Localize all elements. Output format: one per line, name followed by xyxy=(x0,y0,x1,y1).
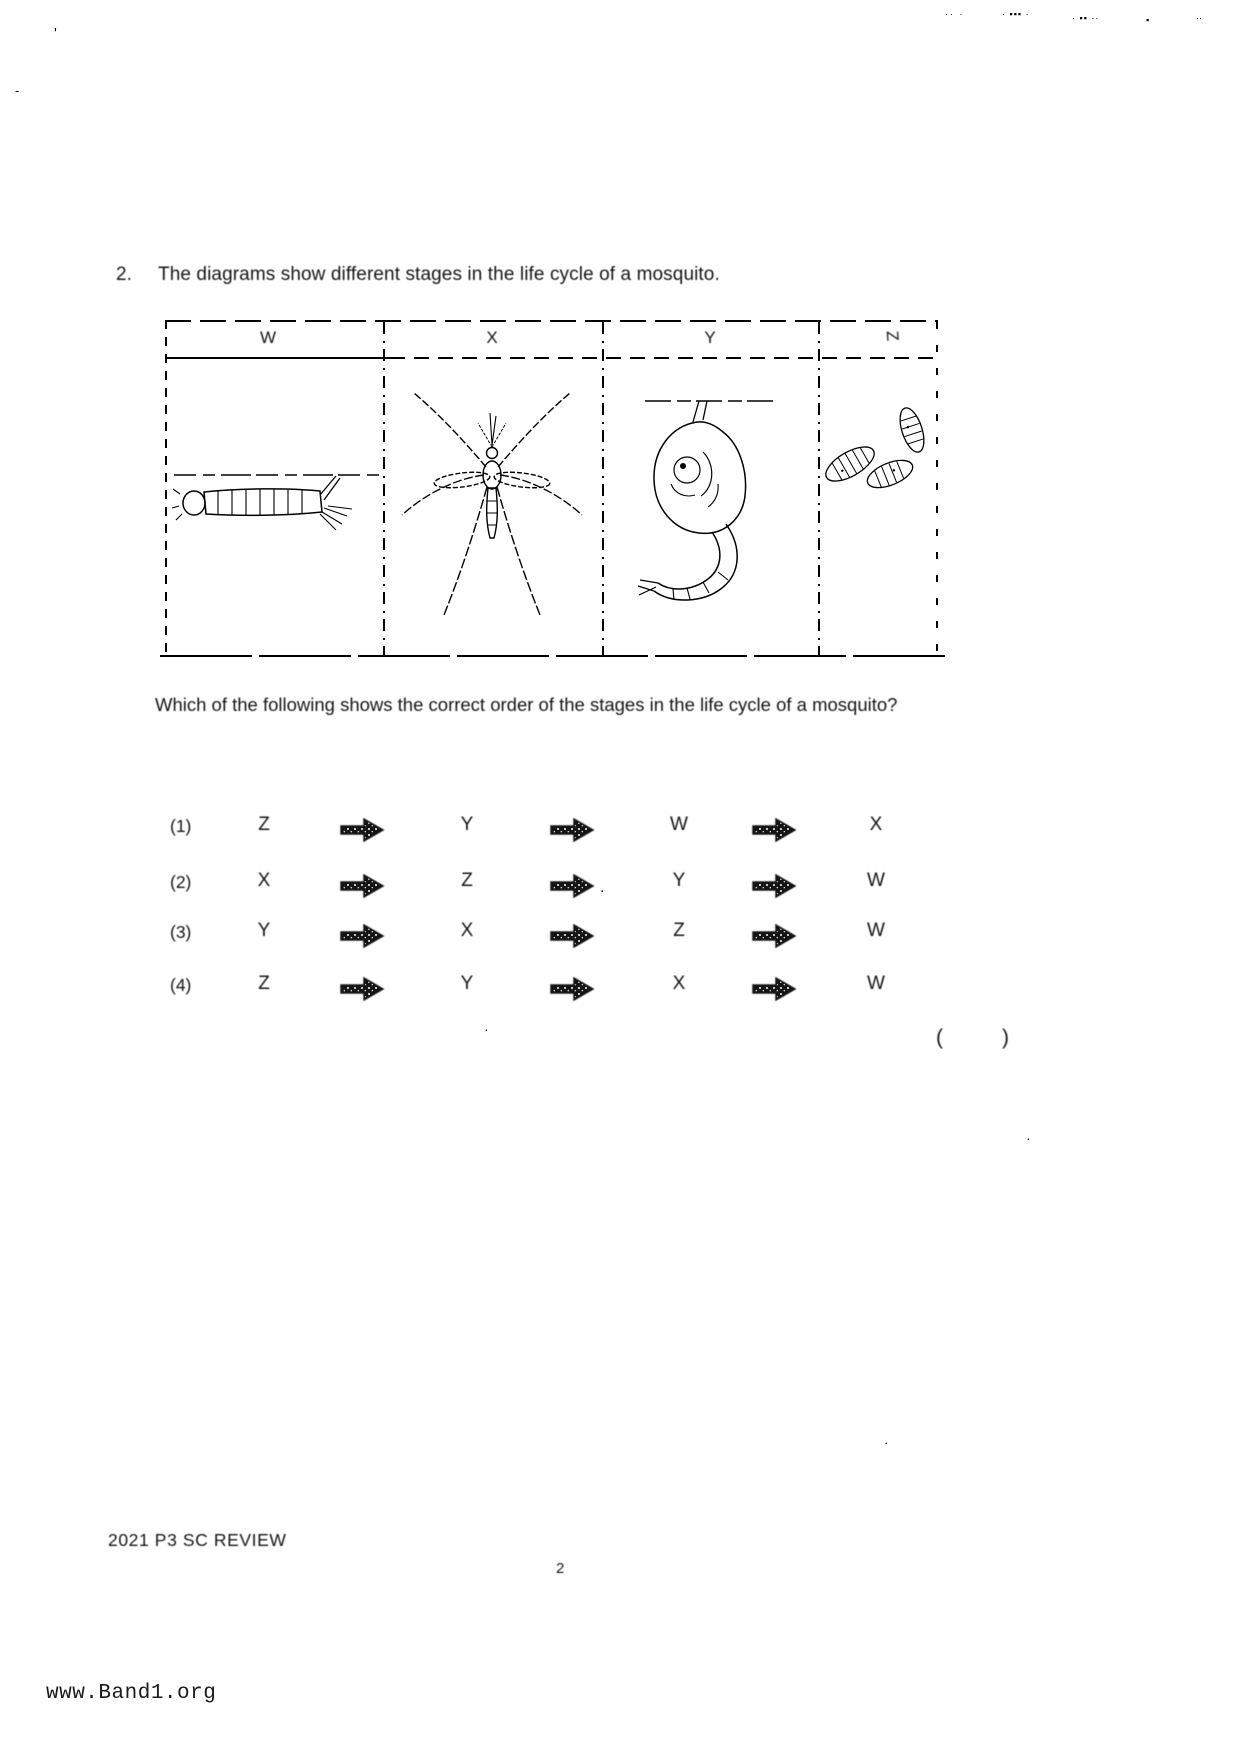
stage-letter: Z xyxy=(461,870,473,891)
option-row-1[interactable] xyxy=(0,812,1239,846)
scan-noise: · ▪▪ ·· xyxy=(1072,13,1100,23)
larva-drawing xyxy=(170,462,385,537)
stage-label-w: W xyxy=(259,328,277,347)
table-header-rule xyxy=(390,357,938,359)
table-column-divider xyxy=(602,322,604,655)
block-arrow-icon xyxy=(548,871,596,901)
stage-letter: Y xyxy=(460,973,474,994)
answer-bracket-open: ( xyxy=(936,1026,943,1049)
scan-noise: ▪ xyxy=(1146,15,1150,25)
block-arrow-icon xyxy=(750,974,798,1004)
table-border-bottom xyxy=(160,655,945,657)
stage-letter: W xyxy=(867,920,885,941)
stage-letter: Z xyxy=(258,814,270,835)
stage-letter: Y xyxy=(672,870,686,891)
stage-letter: W xyxy=(670,814,688,835)
question-prompt: Which of the following shows the correct order of the stages in the life cycle of a mosquito? xyxy=(155,694,898,715)
stage-label-x: X xyxy=(486,328,498,347)
block-arrow-icon xyxy=(338,871,386,901)
answer-area[interactable] xyxy=(930,1026,1030,1062)
block-arrow-icon xyxy=(750,815,798,845)
block-arrow-icon xyxy=(750,871,798,901)
stage-letter: Z xyxy=(673,920,685,941)
option-row-4[interactable] xyxy=(0,971,1239,1005)
pupa-drawing xyxy=(623,392,773,602)
scan-noise: · xyxy=(484,1021,489,1037)
option-number[interactable]: (3) xyxy=(170,922,192,942)
stage-letter: X xyxy=(869,814,883,835)
site-watermark: www.Band1.org xyxy=(46,1682,217,1705)
stage-letter: W xyxy=(867,870,885,891)
option-number[interactable]: (2) xyxy=(170,872,192,892)
stage-label-z: Z xyxy=(882,330,903,342)
block-arrow-icon xyxy=(338,974,386,1004)
stage-letter: W xyxy=(867,973,885,994)
scan-noise: - xyxy=(15,83,20,98)
block-arrow-icon xyxy=(548,921,596,951)
stage-letter: X xyxy=(257,870,271,891)
scan-noise: · xyxy=(1026,1130,1031,1146)
stage-letter: Y xyxy=(460,814,474,835)
block-arrow-icon xyxy=(338,921,386,951)
question-intro: The diagrams show different stages in the life cycle of a mosquito. xyxy=(158,264,720,285)
block-arrow-icon xyxy=(548,815,596,845)
stage-letter: Y xyxy=(257,920,271,941)
page-number: 2 xyxy=(556,1560,565,1577)
scan-noise: . xyxy=(600,879,605,896)
stage-label-y: Y xyxy=(704,328,716,347)
option-number[interactable]: (1) xyxy=(170,816,192,836)
stage-letter: Z xyxy=(258,973,270,994)
scan-noise: · ▪▪▪ · xyxy=(1002,9,1030,19)
option-number[interactable]: (4) xyxy=(170,975,192,995)
stage-letter: X xyxy=(460,920,474,941)
scan-noise: ·· xyxy=(1196,13,1202,23)
scan-noise: ·· · xyxy=(945,9,965,19)
doc-reference: 2021 P3 SC REVIEW xyxy=(108,1530,287,1550)
block-arrow-icon xyxy=(338,815,386,845)
block-arrow-icon xyxy=(750,921,798,951)
adult-mosquito-drawing xyxy=(392,383,592,625)
scan-noise: · xyxy=(884,1435,889,1450)
option-row-2[interactable] xyxy=(0,868,1239,902)
option-row-3[interactable] xyxy=(0,918,1239,952)
question-number: 2. xyxy=(116,264,133,285)
stage-letter: X xyxy=(672,973,686,994)
table-border-left xyxy=(165,320,167,657)
eggs-drawing xyxy=(810,390,942,505)
block-arrow-icon xyxy=(548,974,596,1004)
table-header-rule xyxy=(165,357,390,359)
answer-bracket-close: ) xyxy=(1002,1026,1009,1049)
scan-noise: ' xyxy=(54,25,57,42)
table-border-top xyxy=(165,320,938,322)
